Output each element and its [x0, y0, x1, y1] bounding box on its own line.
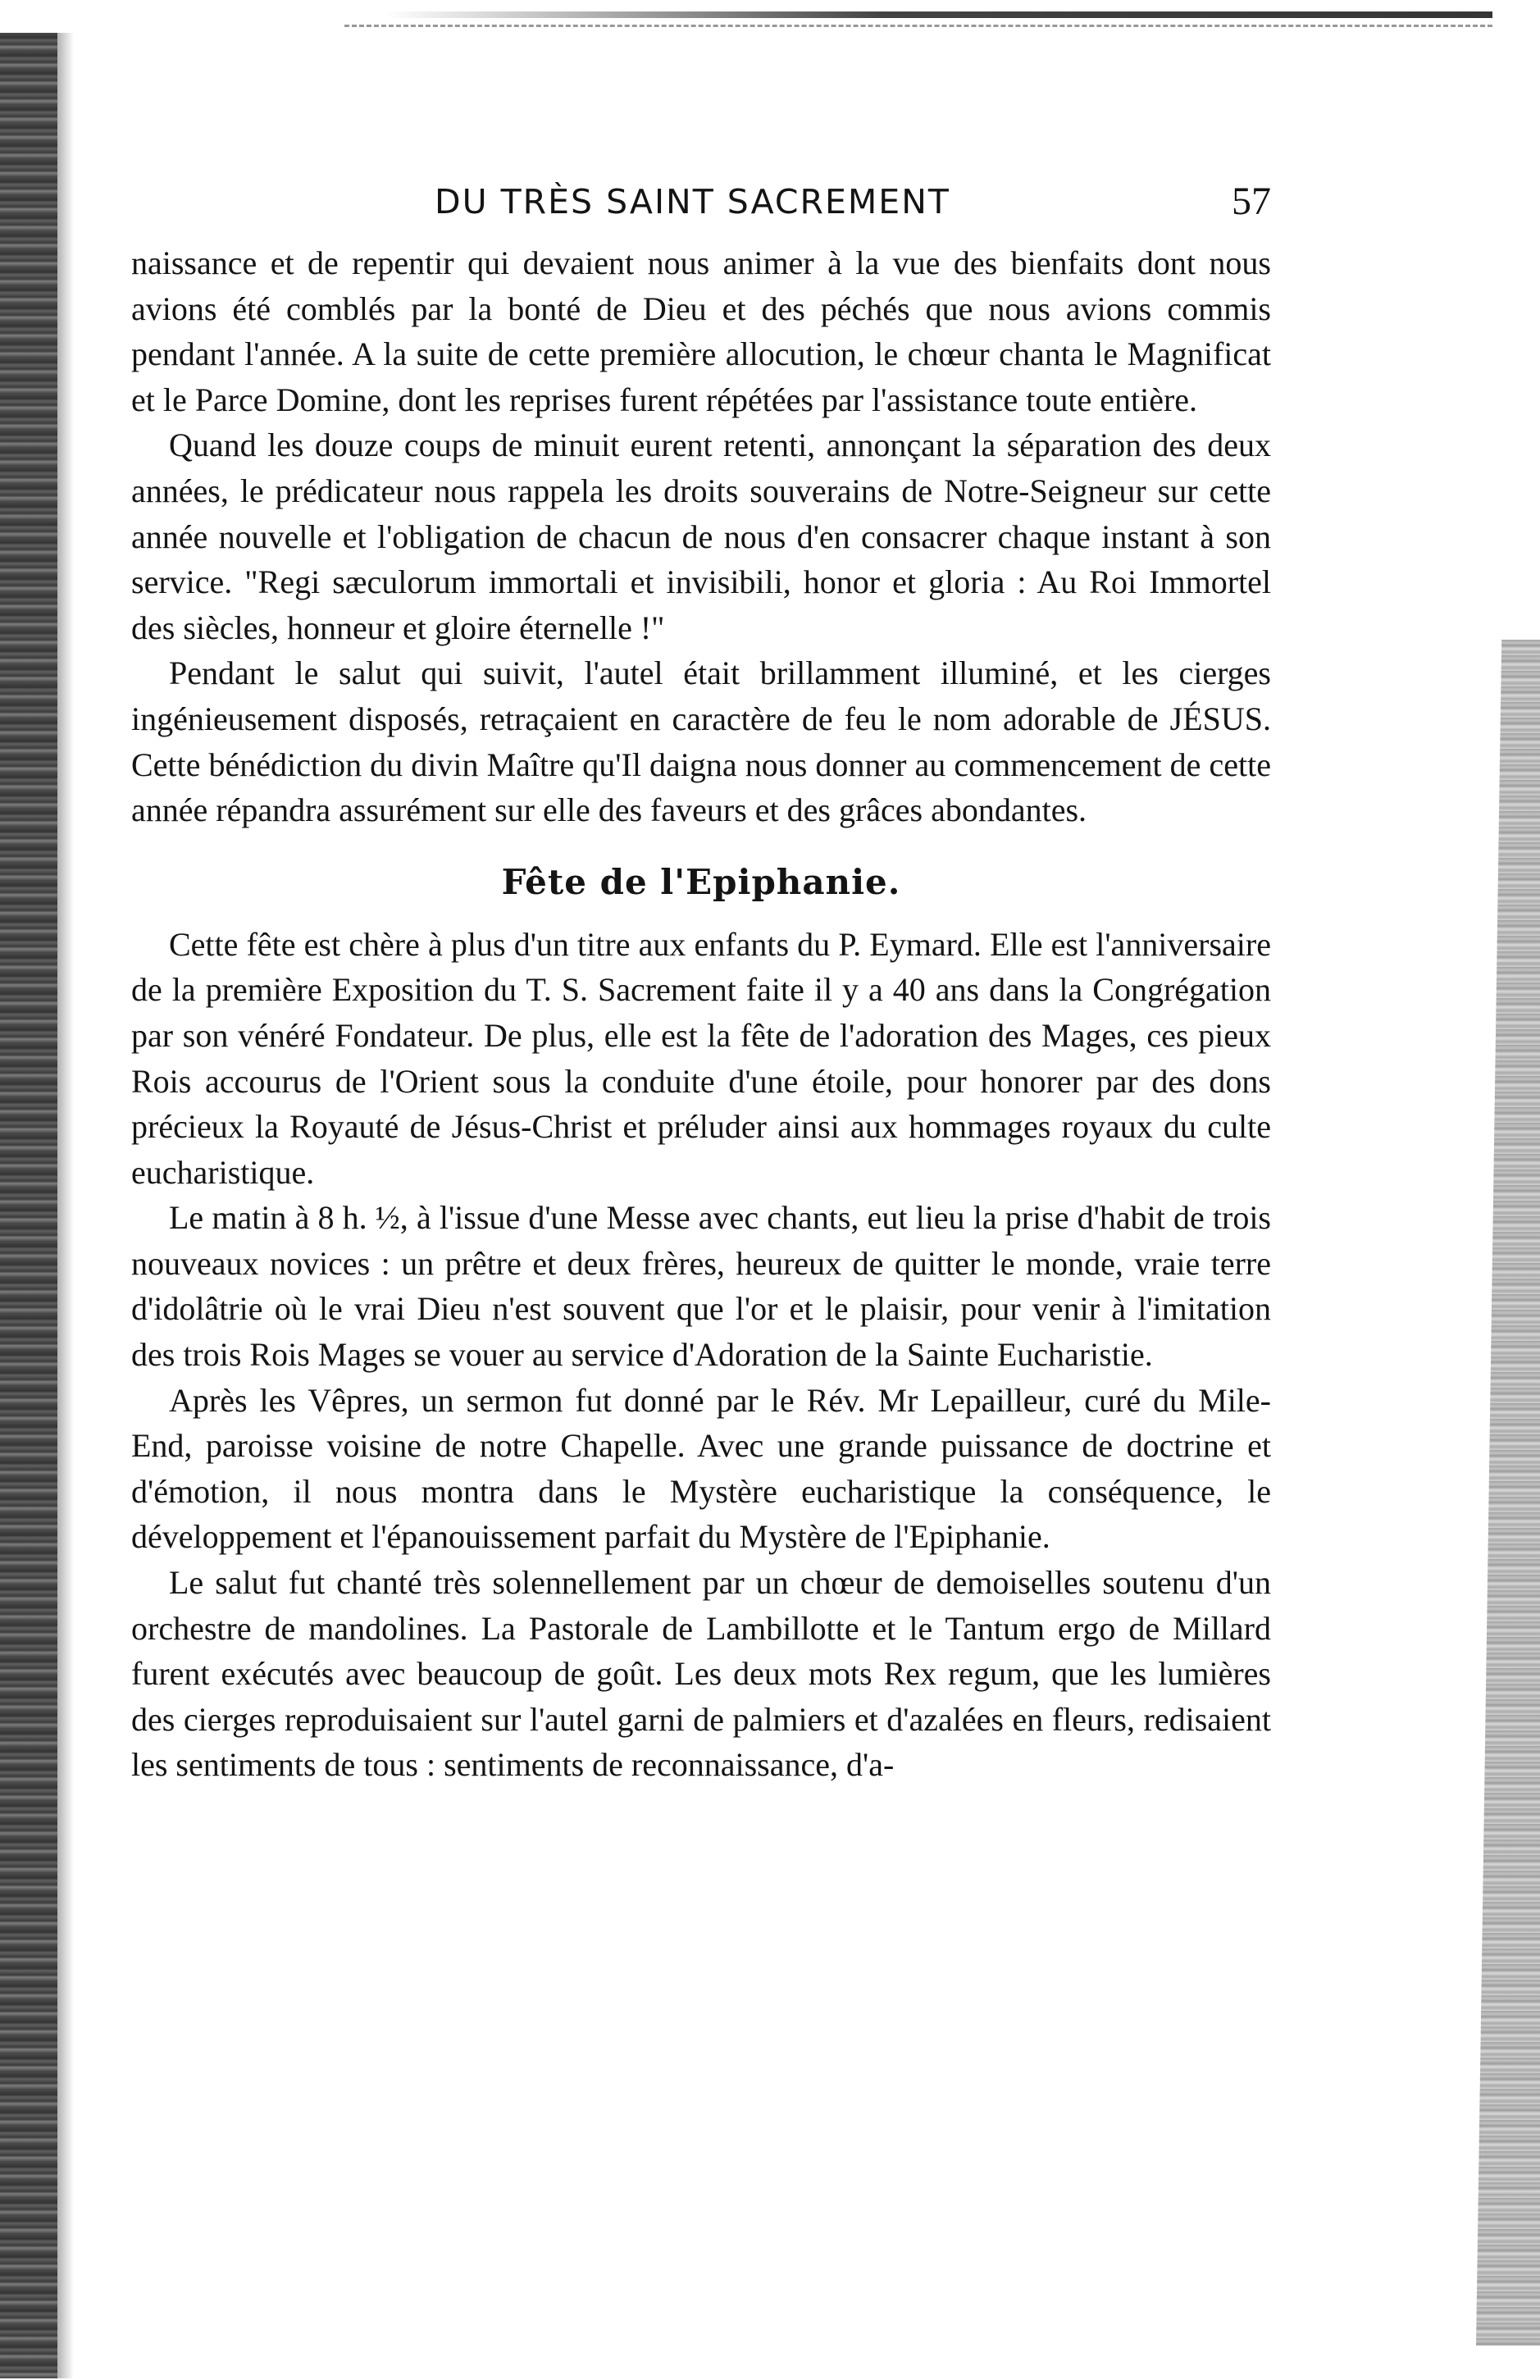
paragraph-4: Cette fête est chère à plus d'un titre aux enfants du P. Eymard. Elle est l'anniversaire de la première Exposition du T. S. Sacrement faite il y a 40 ans dans la Congrégation par son vénéré Fondateur. De plus, elle est la fête de l'adoration des Mages, ces pieux Rois accourus de l'Orient sous la conduite d'une étoile, pour honorer par des dons précieux la Royauté de Jésus-Christ et préluder ainsi aux hommages royaux du culte eucharistique. — [131, 925, 1271, 1191]
paragraph-7: Le salut fut chanté très solennellement par un chœur de demoiselles soutenu d'un orchestre de mandolines. La Pastorale de Lambillotte et le Tantum ergo de Millard furent exécutés avec beaucoup de goût. Les deux mots Rex regum, que les lumières des cierges reproduisaient sur l'autel garni de palmiers et d'azalées en fleurs, redisaient les sentiments de tous : sentiments de reconnaissance, d'a- — [131, 1564, 1271, 1784]
running-title: DU TRÈS SAINT SACREMENT — [435, 182, 950, 221]
paragraph-3: Pendant le salut qui suivit, l'autel était brillamment illuminé, et les cierges ingénieusement disposés, retraçaient en caractère de feu le nom adorable de JÉSUS. Cette bénédiction du divin Maître qu'Il daigna nous donner au commencement de cette année répandra assurément sur elle des faveurs et des grâces abondantes. — [131, 654, 1271, 829]
paragraph-1: naissance et de repentir qui devaient nous animer à la vue des bienfaits dont nous avions été comblés par la bonté de Dieu et des péchés que nous avions commis pendant l'année. A la suite de cette première allocution, le chœur chanta le Magnificat et le Parce Domine, dont les reprises furent répétées par l'assistance toute entière. — [131, 244, 1271, 418]
top-rule — [385, 11, 1492, 18]
paragraph-2: Quand les douze coups de minuit eurent retenti, annonçant la séparation des deux années, le prédicateur nous rappela les droits souverains de Notre-Seigneur sur cette année nouvelle et l'obligation de chacun de nous d'en consacrer chaque instant à son service. "Regi sæculorum immortali et invisibili, honor et gloria : Au Roi Immortel des siècles, honneur et gloire éternelle !" — [131, 426, 1271, 646]
page-number: 57 — [1232, 180, 1271, 223]
book-spine-shadow — [0, 33, 57, 2378]
page-body — [131, 240, 1271, 1788]
paragraph-5: Le matin à 8 h. ½, à l'issue d'une Messe avec chants, eut lieu la prise d'habit de trois nouveaux novices : un prêtre et deux frères, heureux de quitter le monde, vraie terre d'idolâtrie où le vrai Dieu n'est souvent que l'or et le plaisir, pour venir à l'imitation des trois Rois Mages se vouer au service d'Adoration de la Sainte Eucharistie. — [131, 1199, 1271, 1374]
page-edge-shadow — [1476, 640, 1540, 2346]
paragraph-6: Après les Vêpres, un sermon fut donné par le Rév. Mr Lepailleur, curé du Mile-End, paroisse voisine de notre Chapelle. Avec une grande puissance de doctrine et d'émotion, il nous montra dans le Mystère eucharistique la conséquence, le développement et l'épanouissement parfait du Mystère de l'Epiphanie. — [131, 1381, 1271, 1556]
section-heading: Fête de l'Epiphanie. — [501, 861, 901, 902]
running-header — [131, 182, 1271, 231]
top-rule-dashed — [344, 25, 1492, 27]
